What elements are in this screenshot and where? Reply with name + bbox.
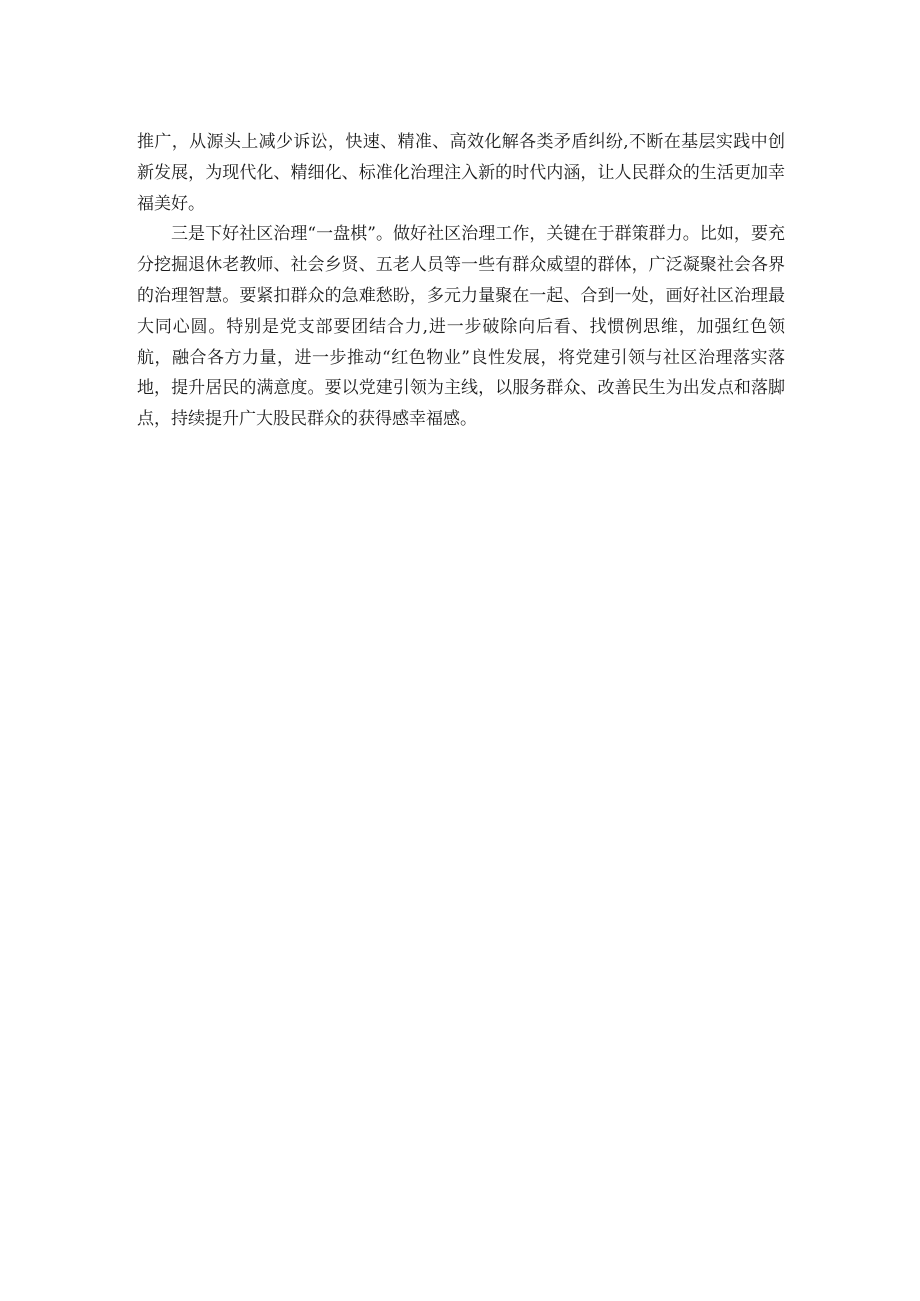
- paragraph-community-governance: 三是下好社区治理“一盘棋”。做好社区治理工作，关键在于群策群力。比如，要充分挖掘退休老教师、社会乡贤、五老人员等一些有群众威望的群体，广泛凝聚社会各界的治理智慧。要紧扣群众的急难愁盼，多元力量聚在一起、合到一处，画好社区治理最大同心圆。特别是党支部要团结合力,进一步破除向后看、找惯例思维，加强红色领航，融合各方力量，进一步推动“红色物业”良性发展，将党建引领与社区治理落实落地，提升居民的满意度。要以党建引领为主线，以服务群众、改善民生为出发点和落脚点，持续提升广大股民群众的获得感幸福感。: [137, 224, 785, 430]
- paragraph-continuation: 推广，从源头上减少诉讼，快速、精准、高效化解各类矛盾纠纷,不断在基层实践中创新发展，为现代化、精细化、标准化治理注入新的时代内涵，让人民群众的生活更加幸福美好。: [137, 132, 785, 214]
- document-body: [137, 127, 785, 435]
